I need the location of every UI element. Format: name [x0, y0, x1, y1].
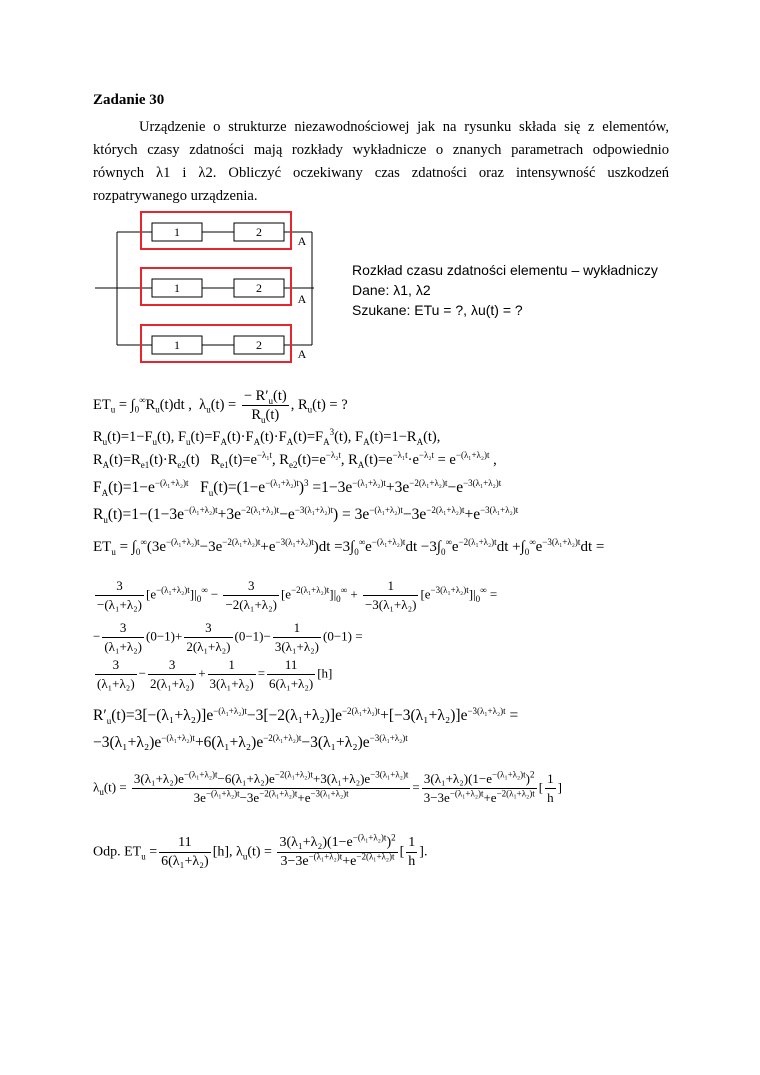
group-a-mid — [141, 268, 291, 305]
formula-line-4: $F_A(t)=1-e^{-(\lambda_1+\lambda_2)t}$ $F_u(t)=(1-e^{-(\lambda_1+\lambda_2)t})^3 =1-3e^{-(\lambda_1+\lambda_2)t}+3e^{-2(\lambda_1+\lambda_2)t}-e^{-3(\lambda_1+\lambda_2)t}$ — [93, 477, 502, 499]
label-a: A — [297, 292, 307, 306]
formula-line-2: $R_u(t)=1-F_u(t)$, $F_u(t)=F_A(t)\cdot F_A(t)\cdot F_A(t)=F_A^3(t)$, $F_A(t)=1-R_A(t)$, — [93, 427, 441, 447]
task-title: Zadanie 30 — [93, 92, 165, 108]
group-a-top — [141, 212, 291, 249]
formula-line-3: $R_A(t)=R_{e1}(t)\cdot R_{e2}(t)$ $R_{e1}(t)=e^{-\lambda_1t}$, $R_{e2}(t)=e^{-\lambda_2t}$, $R_A(t)=e^{-\lambda_1t}\cdot e^{-\lambda_2t} = e^{-(\lambda_1+\lambda_2)t}$ , — [93, 450, 497, 470]
answer-prefix: Odp. — [93, 844, 121, 860]
label-2: 2 — [256, 338, 262, 352]
group-a-bot — [141, 325, 291, 362]
label-2: 2 — [256, 281, 262, 295]
formula-line-1: $ET_u = \int_0^\infty R_u(t)dt$ , $\lambda_u(t)$ = $\frac{- R'_u(t)}{R_u(t)}$ , $R_u(t)$ = ? — [93, 388, 348, 425]
label-2: 2 — [256, 225, 262, 239]
label-1: 1 — [174, 281, 180, 295]
info-given: Dane: λ1, λ2 — [352, 282, 431, 298]
label-1: 1 — [174, 338, 180, 352]
formula-line-7: $\frac{3}{\text{−(λ₁+λ₂)}}$ $[e^{-(\lambda_1+\lambda_2)t}]|_0^\infty$ − $\frac{3}{\text{−2(λ₁+λ₂)}}$ $[e^{-2(\lambda_1+\lambda_2)t}]|_0^\infty$ + $\frac{1}{\text{−3(λ₁+λ₂)}}$ $[e^{-3(\lambda_1+\lambda_2)t}]|_0^\infty$ = — [97, 578, 498, 612]
task-description — [93, 116, 669, 208]
reliability-diagram — [95, 208, 315, 368]
formula-line-11: $-3(\lambda_1+\lambda_2)e^{-(\lambda_1+\lambda_2)t}+6(\lambda_1+\lambda_2)e^{-2(\lambda_1+\lambda_2)t}-3(\lambda_1+\lambda_2)e^{-3(\lambda_1+\lambda_2)t}$ — [93, 732, 408, 751]
formula-line-12: $\lambda_u(t)$ = $\frac{3(\lambda_1+\lambda_2)e^{-(\lambda_1+\lambda_2)t}-6(\lambda_1+\lambda_2)e^{-2(\lambda_1+\lambda_2)t}+3(\lambda_1+\lambda_2)e^{-3(\lambda_1+\lambda_2)t}}{3e^{-(\lambda_1+\lambda_2)t}-3e^{-2(\lambda_1+\lambda_2)t}+e^{-3(\lambda_1+\lambda_2)t}}$ = $\frac{3(\lambda_1+\lambda_2)(1-e^{-(\lambda_1+\lambda_2)t})^2}{3-3e^{-(\lambda_1+\lambda_2)t}+e^{-2(\lambda_1+\lambda_2)t}}$ [ $\frac{1}{h}$ ] — [93, 769, 562, 805]
label-a: A — [297, 347, 307, 361]
formula-line-8: − $\frac{3}{\text{(λ₁+λ₂)}}$ (0−1)+ $\frac{3}{\text{2(λ₁+λ₂)}}$ (0−1)− $\frac{1}{\text{3(λ₁+λ₂)}}$ (0−1) = — [93, 620, 363, 654]
formula-line-5: $R_u(t)=1-(1-3e^{-(\lambda_1+\lambda_2)t}+3e^{-2(\lambda_1+\lambda_2)t}-e^{-3(\lambda_1+\lambda_2)t}) = 3e^{-(\lambda_1+\lambda_2)t}-3e^{-2(\lambda_1+\lambda_2)t}+e^{-3(\lambda_1+\lambda_2)t}$ — [93, 504, 519, 526]
info-sought: Szukane: ETu = ?, λu(t) = ? — [352, 302, 523, 318]
formula-line-6: $ET_u = \int_0^\infty(3e^{-(\lambda_1+\lambda_2)t}-3e^{-2(\lambda_1+\lambda_2)t}+e^{-3(\lambda_1+\lambda_2)t})dt =3\int_0^\infty e^{-(\lambda_1+\lambda_2)t}dt -3\int_0^\infty e^{-2(\lambda_1+\lambda_2)t}dt +\int_0^\infty e^{-3(\lambda_1+\lambda_2)t}dt$ = — [93, 537, 605, 557]
formula-line-9: $\frac{3}{\text{(λ₁+λ₂)}}$ − $\frac{3}{\text{2(λ₁+λ₂)}}$ + $\frac{1}{\text{3(λ₁+λ₂)}}$ = $\frac{11}{\text{6(λ₁+λ₂)}}$ [h] — [97, 657, 333, 691]
label-1: 1 — [174, 225, 180, 239]
label-a: A — [297, 234, 307, 248]
answer-line: Odp. $ET_u$ = $\frac{11}{\text{6(λ₁+λ₂)}}$ [h], $\lambda_u(t)$ = $\frac{3(\lambda_1+\lambda_2)(1-e^{-(\lambda_1+\lambda_2)t})^2}{3-3e^{-(\lambda_1+\lambda_2)t}+e^{-2(\lambda_1+\lambda_2)t}}$ [ $\frac{1}{h}$ ]. — [93, 832, 428, 869]
task-paragraph: Urządzenie o strukturze niezawodnościowej jak na rysunku składa się z elementów, których czasy zdatności mają rozkłady wykładnicze o znanych parametrach odpowiednio równych λ1 i λ2. Obliczyć oczekiwany czas zdatności oraz intensywność uszkodzeń rozpatrywanego urządzenia. — [93, 119, 669, 204]
formula-line-10: $R'_u(t)=3[-(\lambda_1+\lambda_2)]e^{-(\lambda_1+\lambda_2)t}-3[-2(\lambda_1+\lambda_2)]e^{-2(\lambda_1+\lambda_2)t}+[-3(\lambda_1+\lambda_2)]e^{-3(\lambda_1+\lambda_2)t}$ = — [93, 705, 519, 727]
info-distribution: Rozkład czasu zdatności elementu – wykładniczy — [352, 262, 658, 278]
